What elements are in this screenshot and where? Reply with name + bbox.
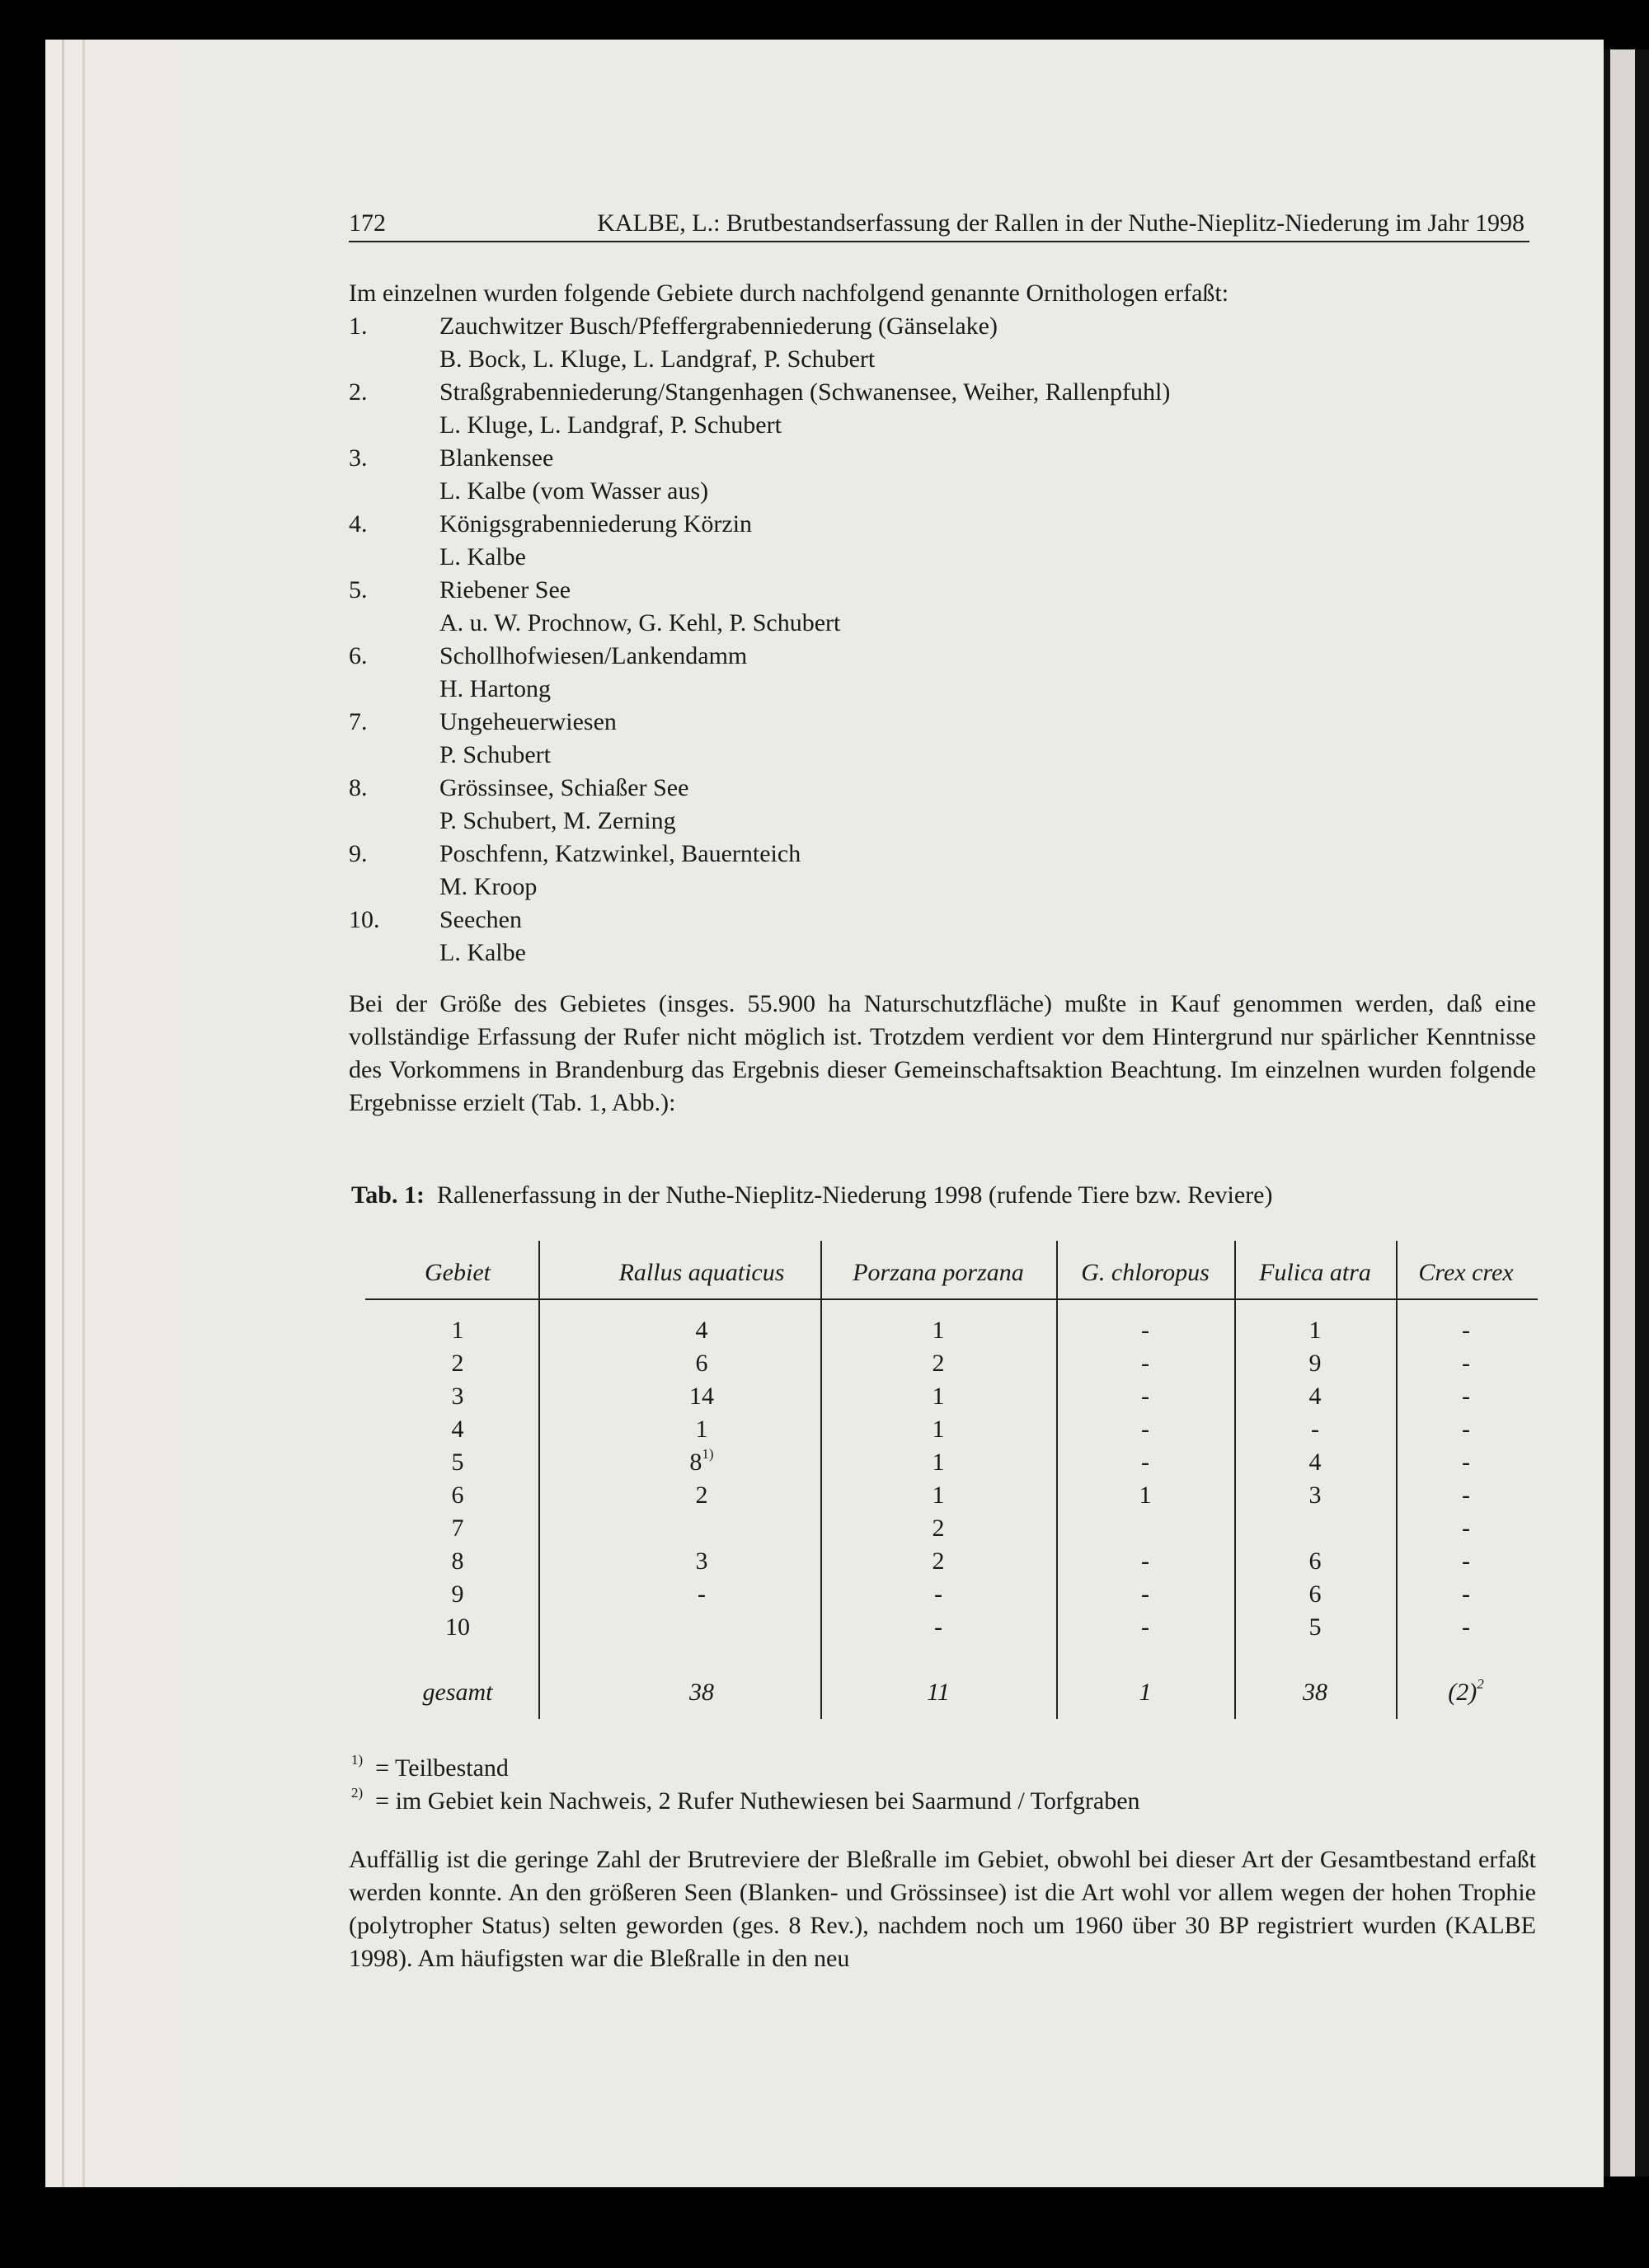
footnote-text: = im Gebiet kein Nachweis, 2 Rufer Nuthewiesen bei Saarmund / Torfgraben (375, 1787, 1140, 1815)
intro-sentence: Im einzelnen wurden folgende Gebiete durch nachfolgend genannte Ornithologen erfaßt: (349, 279, 1229, 307)
column-divider (1234, 1241, 1236, 1719)
table-cell: - (1141, 1547, 1149, 1575)
table-cell: 2 (932, 1514, 945, 1542)
table-cell: - (1462, 1514, 1470, 1542)
page-stack-edges (45, 40, 177, 2187)
table-cell: - (1462, 1317, 1470, 1344)
table-total-cell: gesamt (422, 1679, 493, 1706)
table-cell: - (1311, 1416, 1319, 1443)
table-cell: - (1462, 1383, 1470, 1410)
area-name: Blankensee (439, 444, 554, 472)
table-cell: 1 (695, 1416, 708, 1443)
area-list (349, 310, 1544, 970)
table-cell: 14 (689, 1383, 714, 1410)
table-total-cell: 11 (927, 1679, 950, 1706)
area-number: 2. (349, 378, 368, 406)
area-number: 1. (349, 312, 368, 340)
table-cell: - (1141, 1383, 1149, 1410)
table-cell: 5 (1308, 1613, 1322, 1641)
table-cell: 2 (695, 1481, 708, 1509)
table-cell: - (698, 1580, 706, 1608)
table-cell: 1 (451, 1317, 464, 1344)
table-caption-text: Rallenerfassung in der Nuthe-Nieplitz-Niederung 1998 (rufende Tiere bzw. Reviere) (436, 1181, 1273, 1209)
table-cell: 1 (932, 1449, 945, 1476)
column-divider (538, 1241, 540, 1719)
table-cell: - (934, 1580, 942, 1608)
area-number: 9. (349, 840, 368, 867)
area-observers-line (349, 343, 1544, 376)
area-number: 8. (349, 774, 368, 801)
area-observers-line (349, 739, 1544, 772)
area-item (349, 838, 1544, 871)
area-observers: P. Schubert (439, 741, 551, 768)
area-name: Königsgrabenniederung Körzin (439, 510, 753, 538)
table-total-cell: 38 (689, 1679, 714, 1706)
table-cell: 2 (932, 1547, 945, 1575)
table-cell: - (1141, 1416, 1149, 1443)
area-name: Grössinsee, Schiaßer See (439, 774, 689, 801)
book-right-edge (1604, 49, 1649, 2176)
table-total-cell: $(2)^2$ (1448, 1676, 1484, 1706)
table-cell: 6 (451, 1481, 464, 1509)
table-cell: - (1141, 1350, 1149, 1377)
table-cell: - (1462, 1350, 1470, 1377)
area-observers-line (349, 607, 1544, 640)
table-cell: 2 (932, 1350, 945, 1377)
area-name: Straßgrabenniederung/Stangenhagen (Schwanensee, Weiher, Rallenpfuhl) (439, 378, 1171, 406)
table-cell: 8$^{1)}$ (689, 1446, 714, 1476)
area-name: Ungeheuerwiesen (439, 708, 617, 735)
table-cell: - (1462, 1547, 1470, 1575)
running-title: KALBE, L.: Brutbestandserfassung der Rallen in der Nuthe-Nieplitz-Niederung im Jahr 1998 (597, 209, 1525, 237)
area-observers: L. Kalbe (439, 543, 526, 571)
table-cell: 1 (1139, 1481, 1152, 1509)
area-observers: M. Kroop (439, 873, 538, 900)
table-cell: 3 (695, 1547, 708, 1575)
table-cell: 1 (932, 1416, 945, 1443)
table-header-cell: Gebiet (425, 1259, 491, 1286)
table-cell: - (934, 1613, 942, 1641)
table-cell: 3 (451, 1383, 464, 1410)
area-name: Schollhofwiesen/Lankendamm (439, 642, 748, 669)
table-cell: - (1141, 1449, 1149, 1476)
table-header-cell: G. chloropus (1081, 1259, 1210, 1286)
paragraph-1: Bei der Größe des Gebietes (insges. 55.900 ha Naturschutzfläche) mußte in Kauf genommen werden, daß eine vollständige Erfassung der Rufer nicht möglich ist. Trotzdem verdient vor dem Hintergrund nur spärlicher Kenntnisse des Vorkommens in Brandenburg das Ergebnis dieser Gemeinschaftsaktion Beachtung. Im einzelnen wurden folgende Ergebnisse erzielt (Tab. 1, Abb.): (349, 990, 1536, 1116)
table-cell: 6 (1308, 1547, 1322, 1575)
footnote-mark: 2 (1477, 1676, 1484, 1692)
table-cell: - (1462, 1580, 1470, 1608)
table-cell: - (1462, 1416, 1470, 1443)
area-observers-line (349, 871, 1544, 904)
table-cell: 6 (695, 1350, 708, 1377)
table-cell: 10 (445, 1613, 470, 1641)
area-observers-line (349, 673, 1544, 706)
area-observers: A. u. W. Prochnow, G. Kehl, P. Schubert (439, 609, 841, 636)
area-observers-line (349, 541, 1544, 574)
table-cell: 4 (1308, 1383, 1322, 1410)
results-table (365, 1241, 1536, 1719)
table-caption (351, 1179, 1273, 1212)
page-number: 172 (349, 209, 386, 237)
table-cell: - (1141, 1613, 1149, 1641)
table-cell: 4 (695, 1317, 708, 1344)
area-observers-line (349, 805, 1544, 838)
column-divider (820, 1241, 822, 1719)
table-cell: 1 (932, 1317, 945, 1344)
table-header-rule (365, 1298, 1538, 1300)
table-cell: 1 (932, 1383, 945, 1410)
area-observers: H. Hartong (439, 675, 551, 702)
area-observers: L. Kalbe (439, 939, 526, 966)
column-divider (1056, 1241, 1058, 1719)
table-cell: 7 (451, 1514, 464, 1542)
area-item (349, 640, 1544, 673)
table-cell: - (1462, 1449, 1470, 1476)
footnote-2 (351, 1785, 1140, 1818)
footnote-mark: 2) (351, 1785, 364, 1801)
table-cell: - (1462, 1613, 1470, 1641)
area-number: 4. (349, 510, 368, 538)
footnote-mark: 1) (702, 1446, 714, 1462)
area-name: Poschfenn, Katzwinkel, Bauernteich (439, 840, 801, 867)
table-cell: 3 (1308, 1481, 1322, 1509)
area-item (349, 772, 1544, 805)
area-observers: L. Kluge, L. Landgraf, P. Schubert (439, 411, 782, 439)
area-observers: P. Schubert, M. Zerning (439, 807, 676, 834)
table-cell: 1 (1308, 1317, 1322, 1344)
area-observers: B. Bock, L. Kluge, L. Landgraf, P. Schubert (439, 345, 876, 373)
table-cell: - (1462, 1481, 1470, 1509)
area-number: 7. (349, 708, 368, 735)
area-item (349, 574, 1544, 607)
paragraph-2: Auffällig ist die geringe Zahl der Brutreviere der Bleßralle im Gebiet, obwohl bei dieser Art der Gesamtbestand erfaßt werden konnte. An den größeren Seen (Blanken- und Grössinsee) ist die Art wohl vor allem wegen der hohen Trophie (polytropher Status) selten geworden (ges. 8 Rev.), nachdem noch um 1960 über 30 BP registriert wurden (KALBE 1998). Am häufigsten war die Bleßralle in den neu (349, 1846, 1536, 1972)
table-cell: 6 (1308, 1580, 1322, 1608)
area-name: Zauchwitzer Busch/Pfeffergrabenniederung (Gänselake) (439, 312, 998, 340)
table-cell: 9 (1308, 1350, 1322, 1377)
table-cell: 8 (451, 1547, 464, 1575)
footnote-1 (351, 1752, 509, 1785)
table-total-cell: 1 (1139, 1679, 1152, 1706)
table-cell: 4 (451, 1416, 464, 1443)
footnote-mark: 1) (351, 1752, 364, 1768)
area-item (349, 442, 1544, 475)
table-cell: 2 (451, 1350, 464, 1377)
table-cell: - (1141, 1580, 1149, 1608)
table-cell: 9 (451, 1580, 464, 1608)
area-number: 3. (349, 444, 368, 472)
area-name: Riebener See (439, 576, 571, 603)
area-observers-line (349, 475, 1544, 508)
table-cell: - (1141, 1317, 1149, 1344)
area-number: 6. (349, 642, 368, 669)
area-number: 10. (349, 906, 380, 933)
footnote-text: = Teilbestand (375, 1754, 509, 1782)
table-header-cell: Crex crex (1418, 1259, 1514, 1286)
area-observers-line (349, 937, 1544, 970)
column-divider (1396, 1241, 1398, 1719)
area-item (349, 904, 1544, 937)
running-header (349, 208, 1529, 242)
area-item (349, 376, 1544, 409)
table-header-cell: Fulica atra (1259, 1259, 1371, 1286)
area-item (349, 508, 1544, 541)
area-observers: L. Kalbe (vom Wasser aus) (439, 477, 709, 505)
table-cell: 5 (451, 1449, 464, 1476)
table-label: Tab. 1: (351, 1181, 425, 1209)
table-header-cell: Porzana porzana (853, 1259, 1024, 1286)
table-cell: 4 (1308, 1449, 1322, 1476)
table-header-cell: Rallus aquaticus (618, 1259, 785, 1286)
area-item (349, 706, 1544, 739)
area-number: 5. (349, 576, 368, 603)
area-item (349, 310, 1544, 343)
table-cell: 1 (932, 1481, 945, 1509)
area-name: Seechen (439, 906, 522, 933)
table-total-cell: 38 (1303, 1679, 1327, 1706)
area-observers-line (349, 409, 1544, 442)
